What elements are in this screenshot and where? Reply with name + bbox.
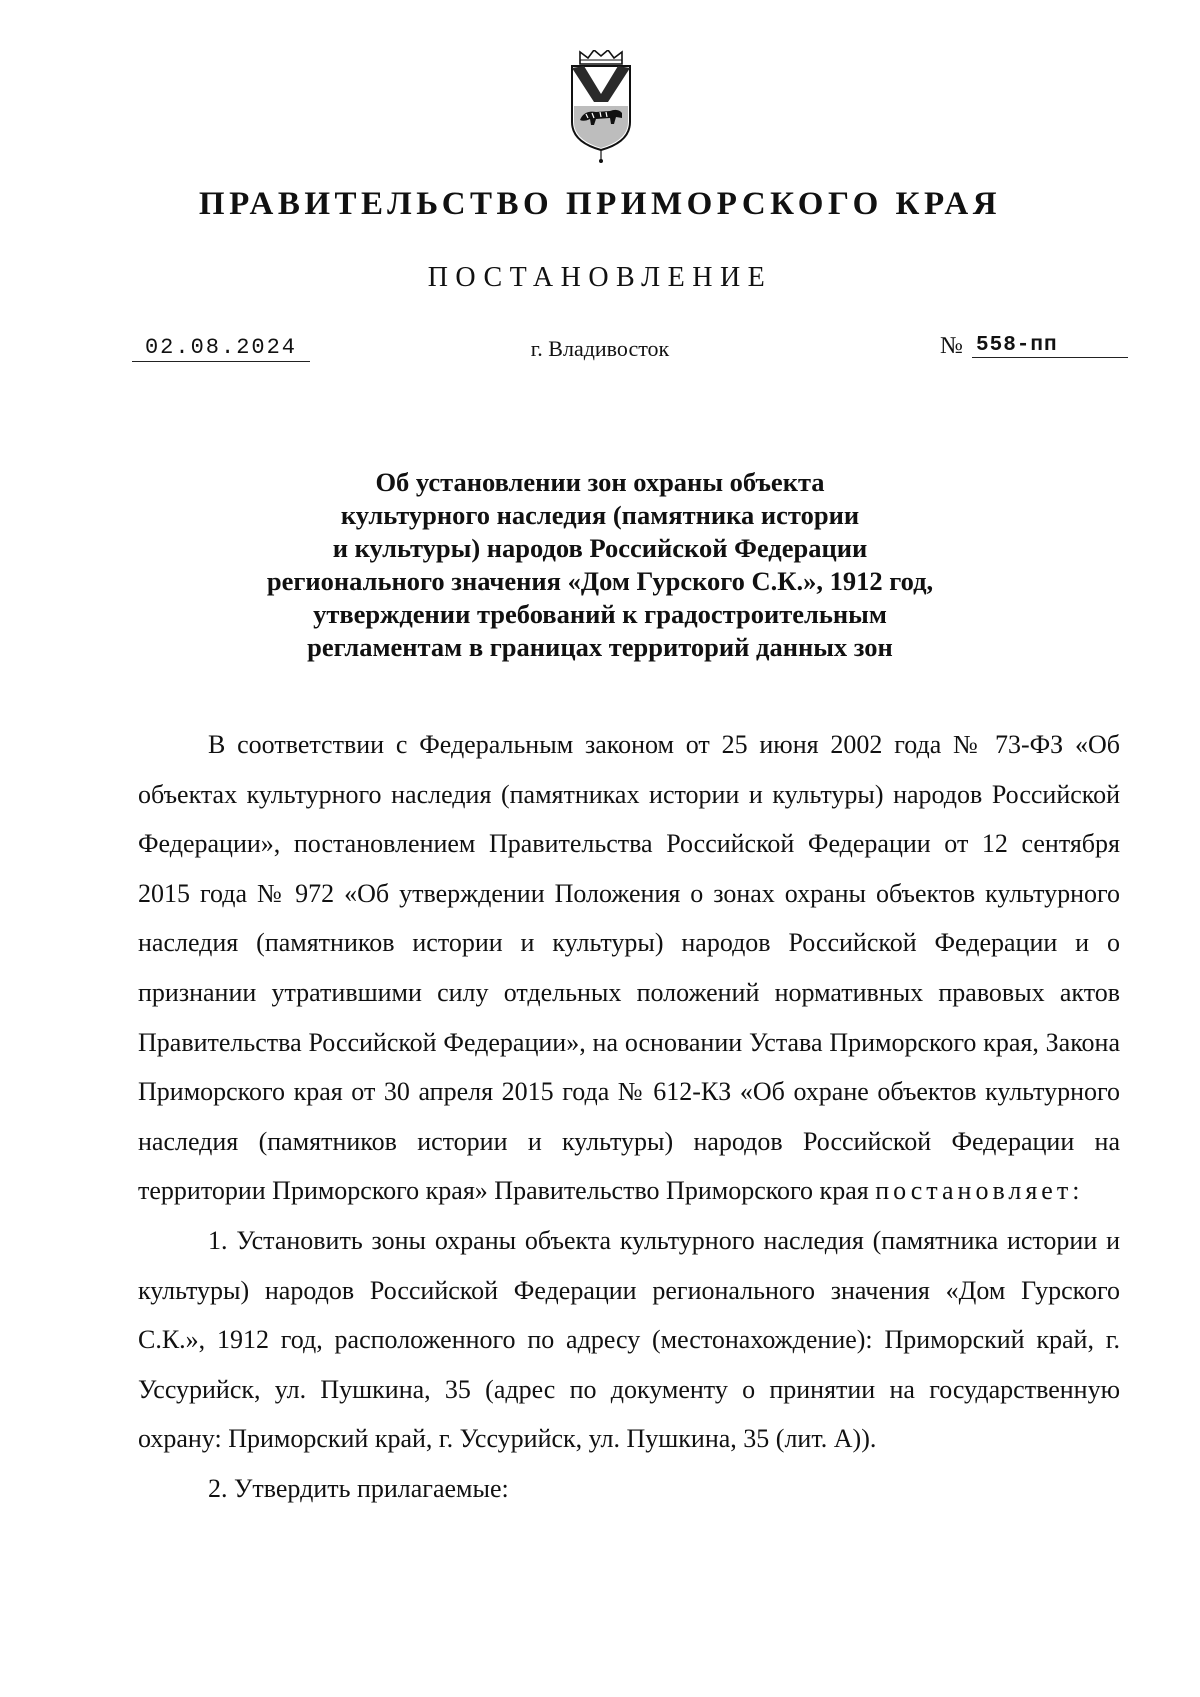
preamble-paragraph <box>138 720 1120 1216</box>
item-2-paragraph: 2. Утвердить прилагаемые: <box>208 1473 509 1503</box>
subject-line: утверждении требований к градостроительным <box>313 599 887 629</box>
issue-city: г. Владивосток <box>530 336 670 361</box>
preamble-text: В соответствии с Федеральным законом от 25 июня 2002 года № 73-ФЗ «Об объектах культурного наследия (памятниках истории и культуры) народов Российской Федерации», постановлением Правительства Российской Федерации от 12 сентября 2015 года № 972 «Об утверждении Положения о зонах охраны объектов культурного наследия (памятников истории и культуры) народов Российской Федерации и о признании утратившими силу отдельных положений нормативных правовых актов Правительства Российской Федерации», на основании Устава Приморского края, Закона Приморского края от 30 апреля 2015 года № 612-КЗ «Об охране объектов культурного наследия (памятников истории и культуры) народов Российской Федерации на территории Приморского края» Правительство Приморского края <box>138 730 1120 1206</box>
subject-line: и культуры) народов Российской Федерации <box>332 533 868 563</box>
decree-word: постановляет: <box>875 1176 1084 1206</box>
coat-of-arms-icon <box>566 50 636 165</box>
number-label: № <box>940 333 963 359</box>
document-type: ПОСТАНОВЛЕНИЕ <box>427 262 773 293</box>
organization-title: ПРАВИТЕЛЬСТВО ПРИМОРСКОГО КРАЯ <box>198 186 1002 222</box>
subject-line: регламентам в границах территорий данных зон <box>307 632 893 662</box>
document-subject <box>0 466 1200 664</box>
subject-line: культурного наследия (памятника истории <box>340 500 860 530</box>
document-date: 02.08.2024 <box>132 335 310 362</box>
document-number: 558-пп <box>972 334 1128 358</box>
subject-line: Об установлении зон охраны объекта <box>375 467 825 497</box>
document-body <box>138 720 1120 1514</box>
subject-line: регионального значения «Дом Гурского С.К.», 1912 год, <box>266 566 934 596</box>
item-1-paragraph: 1. Установить зоны охраны объекта культурного наследия (памятника истории и культуры) народов Российской Федерации регионального значения «Дом Гурского С.К.», 1912 год, расположенного по адресу (местонахождение): Приморский край, г. Уссурийск, ул. Пушкина, 35 (адрес по документу о принятии на государственную охрану: Приморский край, г. Уссурийск, ул. Пушкина, 35 (лит. А)). <box>138 1225 1120 1454</box>
